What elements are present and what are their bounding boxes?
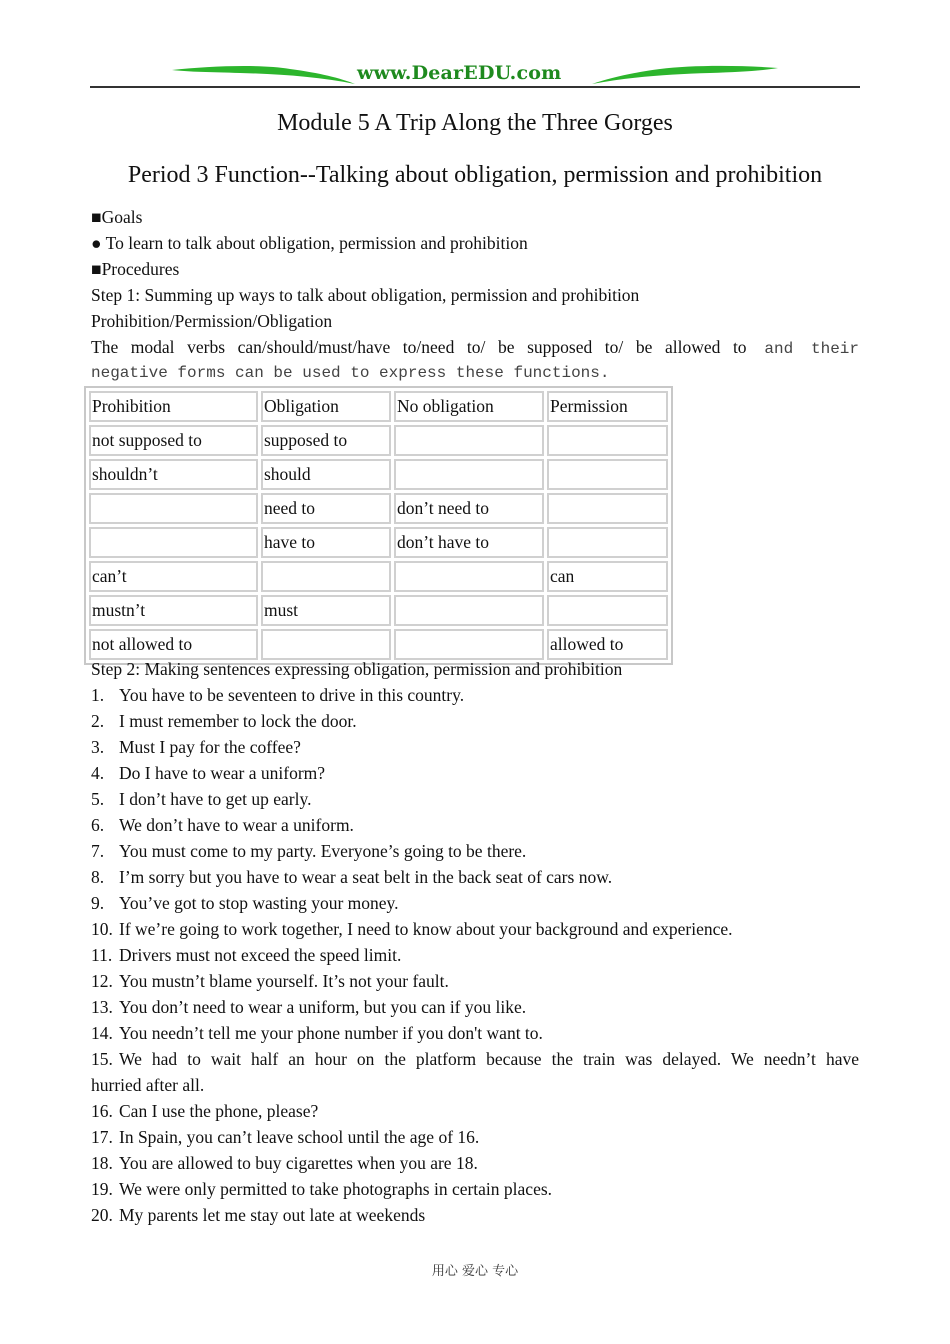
header-divider (90, 86, 860, 88)
table-cell: shouldn’t (89, 459, 258, 490)
table-cell: allowed to (547, 629, 668, 660)
table-cell: can (547, 561, 668, 592)
site-header (90, 60, 860, 90)
sentence-item: 11. Drivers must not exceed the speed limit. (91, 945, 402, 965)
step1-heading: Step 1: Summing up ways to talk about obligation, permission and prohibition (91, 285, 640, 305)
sentence-item: 17. In Spain, you can’t leave school until the age of 16. (91, 1127, 480, 1147)
table-cell: have to (261, 527, 391, 558)
table-row (89, 459, 668, 490)
table-cell: not allowed to (89, 629, 258, 660)
table-row (89, 425, 668, 456)
sentence-item: 12. You mustn’t blame yourself. It’s not your fault. (91, 971, 449, 991)
sentence-item: 8. I’m sorry but you have to wear a seat belt in the back seat of cars now. (91, 867, 613, 887)
goal-item: ● To learn to talk about obligation, permission and prohibition (91, 233, 528, 253)
table-row (89, 493, 668, 524)
modal-verbs-table (84, 386, 673, 665)
table-cell (547, 595, 668, 626)
module-title: Module 5 A Trip Along the Three Gorges (277, 110, 673, 136)
sentence-item: 20. My parents let me stay out late at weekends (91, 1205, 426, 1225)
table-header-row (89, 391, 668, 422)
table-cell (394, 459, 544, 490)
intro-serif-text: The modal verbs can/should/must/have to/need to/ be supposed to/ be allowed to (91, 337, 747, 357)
table-header-cell: Permission (547, 391, 668, 422)
intro-paragraph-line2: negative forms can be used to express these functions. (91, 364, 610, 382)
page-footer: 用心 爱心 专心 (431, 1264, 519, 1279)
table-cell (547, 425, 668, 456)
table-cell (547, 527, 668, 558)
table-cell: don’t have to (394, 527, 544, 558)
table-cell: should (261, 459, 391, 490)
sentence-item: 4. Do I have to wear a uniform? (91, 763, 326, 783)
sentence-item-continuation: hurried after all. (91, 1075, 205, 1095)
functions-subheading: Prohibition/Permission/Obligation (91, 311, 333, 331)
table-cell: not supposed to (89, 425, 258, 456)
intro-paragraph-line1 (91, 336, 859, 360)
intro-mono-text: and their (746, 340, 860, 358)
table-header-cell: No obligation (394, 391, 544, 422)
table-header-cell: Prohibition (89, 391, 258, 422)
sentence-item: 13. You don’t need to wear a uniform, but you can if you like. (91, 997, 527, 1017)
table-cell (547, 459, 668, 490)
table-cell: don’t need to (394, 493, 544, 524)
period-title: Period 3 Function--Talking about obligation, permission and prohibition (127, 162, 823, 188)
sentence-item: 5. I don’t have to get up early. (91, 789, 312, 809)
sentence-item: 3. Must I pay for the coffee? (91, 737, 301, 757)
table-cell (89, 493, 258, 524)
table-row (89, 527, 668, 558)
sentence-item: 16. Can I use the phone, please? (91, 1101, 319, 1121)
goals-heading: ■Goals (91, 207, 143, 227)
sentence-item: 18. You are allowed to buy cigarettes when you are 18. (91, 1153, 478, 1173)
sentence-item: 9. You’ve got to stop wasting your money. (91, 893, 399, 913)
sentence-item: 2. I must remember to lock the door. (91, 711, 357, 731)
sentence-item: 6. We don’t have to wear a uniform. (91, 815, 354, 835)
table-cell: supposed to (261, 425, 391, 456)
table-cell (261, 629, 391, 660)
table-cell (394, 561, 544, 592)
table-cell: can’t (89, 561, 258, 592)
sentence-item: 19. We were only permitted to take photographs in certain places. (91, 1179, 553, 1199)
table-cell (394, 425, 544, 456)
table-row (89, 595, 668, 626)
table-header-cell: Obligation (261, 391, 391, 422)
table-cell (394, 595, 544, 626)
table-cell: need to (261, 493, 391, 524)
table-cell (547, 493, 668, 524)
sentence-item: 15. We had to wait half an hour on the platform because the train was delayed. We needn’t have (91, 1049, 859, 1069)
table-cell (89, 527, 258, 558)
procedures-heading: ■Procedures (91, 259, 180, 279)
sentence-item: 7. You must come to my party. Everyone’s going to be there. (91, 841, 527, 861)
sentence-item: 10. If we’re going to work together, I need to know about your background and experience. (91, 919, 733, 939)
table-cell (394, 629, 544, 660)
table-row (89, 561, 668, 592)
sentence-item: 1. You have to be seventeen to drive in this country. (91, 685, 465, 705)
table-cell: mustn’t (89, 595, 258, 626)
site-brand-logo: www.DearEDU.com (357, 62, 562, 84)
table-cell (261, 561, 391, 592)
table-cell: must (261, 595, 391, 626)
step2-heading: Step 2: Making sentences expressing obligation, permission and prohibition (91, 659, 623, 679)
sentence-item: 14. You needn’t tell me your phone number if you don't want to. (91, 1023, 543, 1043)
table-row (89, 629, 668, 660)
